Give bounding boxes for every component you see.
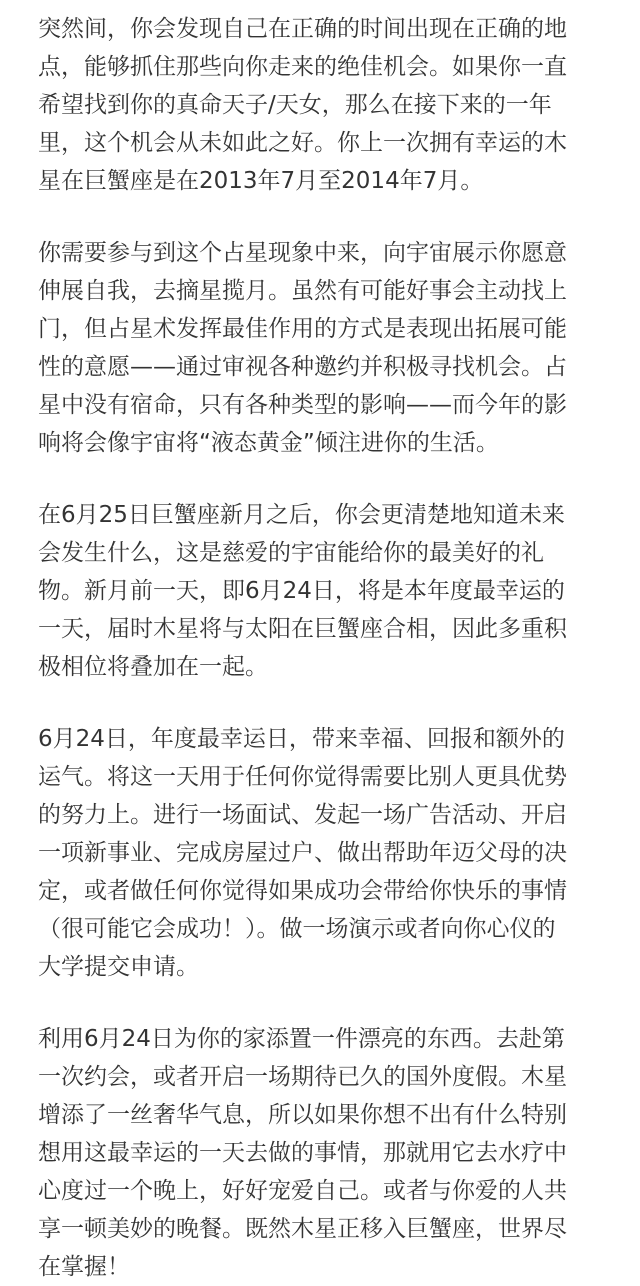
text-line: 一项新事业、完成房屋过户、做出帮助年迈父母的决 [38,840,567,866]
text-line: 里，这个机会从未如此之好。你上一次拥有幸运的木 [38,130,567,156]
text-line: 增添了一丝奢华气息，所以如果你想不出有什么特别 [38,1102,567,1128]
text-line: 的努力上。进行一场面试、发起一场广告活动、开启 [38,802,567,828]
article-body [38,10,608,1286]
paragraph-2 [38,234,608,462]
text-line: 点，能够抓住那些向你走来的绝佳机会。如果你一直 [38,54,567,80]
text-line: 定，或者做任何你觉得如果成功会带给你快乐的事情 [38,878,567,904]
paragraph-spacer [38,686,608,720]
text-line: 伸展自我，去摘星揽月。虽然有可能好事会主动找上 [38,278,567,304]
text-line: （很可能它会成功！）。做一场演示或者向你心仪的 [38,916,556,942]
text-line: 门，但占星术发挥最佳作用的方式是表现出拓展可能 [38,316,567,342]
text-line: 突然间，你会发现自己在正确的时间出现在正确的地 [38,16,567,42]
paragraph-spacer [38,986,608,1020]
text-line: 心度过一个晚上，好好宠爱自己。或者与你爱的人共 [38,1178,567,1204]
text-line: 希望找到你的真命天子/天女，那么在接下来的一年 [38,92,552,118]
text-line: 运气。将这一天用于任何你觉得需要比别人更具优势 [38,764,567,790]
text-line: 会发生什么，这是慈爱的宇宙能给你的最美好的礼 [38,540,544,566]
text-line: 一天，届时木星将与太阳在巨蟹座合相，因此多重积 [38,616,567,642]
text-line: 大学提交申请。 [38,954,199,980]
text-line: 在掌握！ [38,1254,130,1280]
text-line: 一次约会，或者开启一场期待已久的国外度假。木星 [38,1064,567,1090]
text-line: 响将会像宇宙将“液态黄金”倾注进你的生活。 [38,430,499,456]
text-line: 星中没有宿命，只有各种类型的影响——而今年的影 [38,392,567,418]
paragraph-3 [38,496,608,686]
text-line: 6月24日，年度最幸运日，带来幸福、回报和额外的 [38,726,565,752]
text-line: 想用这最幸运的一天去做的事情，那就用它去水疗中 [38,1140,567,1166]
paragraph-5 [38,1020,608,1286]
text-line: 你需要参与到这个占星现象中来，向宇宙展示你愿意 [38,240,567,266]
text-line: 星在巨蟹座是在2013年7月至2014年7月。 [38,168,484,194]
paragraph-spacer [38,200,608,234]
text-line: 极相位将叠加在一起。 [38,654,268,680]
text-line: 享一顿美妙的晚餐。既然木星正移入巨蟹座，世界尽 [38,1216,567,1242]
text-line: 物。新月前一天，即6月24日，将是本年度最幸运的 [38,578,565,604]
text-line: 性的意愿——通过审视各种邀约并积极寻找机会。占 [38,354,567,380]
text-line: 在6月25日巨蟹座新月之后，你会更清楚地知道未来 [38,502,565,528]
paragraph-4 [38,720,608,986]
text-line: 利用6月24日为你的家添置一件漂亮的东西。去赴第 [38,1026,565,1052]
paragraph-spacer [38,462,608,496]
paragraph-1 [38,10,608,200]
